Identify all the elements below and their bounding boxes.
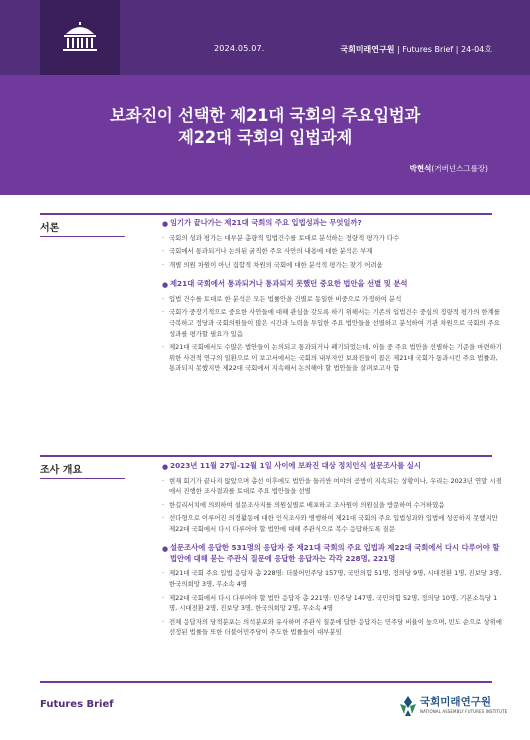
bullet-text: 제21대 국회 주요 입법 응답자 총 228명: 더불어민주당 157명, 국민의힘 51명, 정의당 9명, 시대전환 1명, 진보당 3명, 한국의희망 3명, 무소속 4명 [169, 569, 502, 589]
section-underline [40, 478, 125, 479]
institute-name-en: NATIONAL ASSEMBLY FUTURES INSTITUTE [420, 709, 508, 714]
issue-number: 24-04호 [461, 45, 492, 54]
section-heading-intro: 서론 [40, 223, 60, 234]
bullet-text: 국회의 성과 평가는 대부분 총량적 입법건수를 토대로 분석하는 정량적 평가가 다수 [169, 233, 400, 242]
publisher-name: 국회미래연구원 [340, 45, 395, 54]
bullet-dot-icon: · [162, 500, 165, 509]
bullet-item [162, 568, 502, 589]
bullet-dot-icon: · [162, 247, 165, 256]
subheading [162, 218, 502, 229]
bullet-text: 현재 회기가 끝나지 않았으며 총선 이후에도 법안을 둘러싼 여야의 공방이 지속되는 상황이나, 우리는 2023년 연말 시점에서 진행한 조사결과를 토대로 주요 법안들을 선별 [169, 476, 502, 496]
institute-name: 국회미래연구원 [420, 696, 492, 708]
bullet-text: 제21대 국회에서도 수많은 법안들이 논의되고 통과되거나 폐기되었는데, 이들 중 주요 법안을 선별하는 기준을 마련하기 위한 사전적 연구의 일환으로 이 보고서에서는 국회의 내부자인 보좌진들이 꼽은 제21대 국회가 통과시킨 주요 법률과, 통과되지 못했지만 제22대 국회에서 지속해서 논의해야 할 법안들을 살펴보고자 함 [169, 343, 502, 373]
bullet-text: 입법 건수를 토대로 한 분석은 모든 법률안을 건별로 동일한 비중으로 가정하여 분석 [169, 294, 402, 303]
bullet-item [162, 294, 502, 305]
bullet-item [162, 307, 502, 339]
bullet-item [162, 342, 502, 374]
bullet-dot-icon: · [162, 233, 165, 242]
bullet-item [162, 260, 502, 271]
author [410, 163, 488, 174]
bullet-text: 한길리서치에 의뢰하여 설문조사지를 의원실별로 배포하고 조사원이 의원실을 방문하여 수거하였음 [169, 500, 445, 509]
bullet-circle-icon: ● [162, 545, 169, 554]
bullet-circle-icon: ● [162, 463, 169, 471]
assembly-logo [40, 0, 120, 75]
bullet-item [162, 593, 502, 614]
series-meta [340, 44, 492, 55]
subheading-text: 2023년 11월 27일-12월 1일 사이에 보좌진 대상 정치인식 설문조사를 실시 [170, 461, 421, 470]
series-name: Futures Brief [402, 45, 454, 54]
section-heading-survey: 조사 개요 [40, 465, 83, 476]
bullet-dot-icon: · [162, 514, 165, 523]
meta-sep: | [397, 45, 403, 54]
bullet-dot-icon: · [162, 593, 165, 602]
bullet-dot-icon: · [162, 308, 165, 317]
bullet-dot-icon: · [162, 260, 165, 269]
author-name: 박현석 [409, 164, 432, 173]
bullet-text: 제22대 국회에서 다시 다루어야 할 법안 응답자 총 221명: 민주당 147명, 국민의힘 52명, 정의당 10명, 기본소득당 1명, 시대전환 2명, 진보당 3명, 한국의희망 2명, 무소속 4명 [169, 593, 498, 613]
title-line-2: 제22대 국회의 입법과제 [177, 128, 352, 147]
bullet-item [162, 246, 502, 257]
bullet-dot-icon: · [162, 569, 165, 578]
bullet-item [162, 233, 502, 244]
bullet-item [162, 476, 502, 497]
publication-date: 2024.05.07. [214, 44, 265, 53]
assembly-building-icon [60, 20, 100, 54]
meta-sep: | [455, 45, 462, 54]
section-rule [40, 213, 492, 215]
institute-emblem-icon [398, 694, 418, 718]
bullet-text: 국회가 중장기적으로 중요한 사안들에 대해 관심을 갖도록 하기 위해서는 기존의 입법건수 중심의 정량적 평가의 한계를 극복하고 정당과 국회의원들이 많은 시간과 노력을 투입한 주요 법안들을 선별하고 분석하여 기관 차원으로 국회의 주요 성과를 평가할 필요가 있음 [169, 308, 500, 338]
footer-brief-label: Futures Brief [40, 699, 114, 710]
header-banner [0, 0, 530, 195]
subheading-text: 설문조사에 응답한 531명의 응답자 중 제21대 국회의 주요 입법과 제22대 국회에서 다시 다루어야 할 법안에 대해 묻는 주관식 질문에 응답한 응답자는 각각 228명, 221명 [170, 543, 500, 563]
bullet-circle-icon: ● [162, 220, 169, 228]
author-affiliation: (거버넌스그룹장) [431, 164, 488, 173]
bullet-circle-icon: ● [162, 281, 169, 290]
institute-logo [398, 692, 508, 722]
bullet-dot-icon: · [162, 294, 165, 303]
title-line-1: 보좌진이 선택한 제21대 국회의 주요입법과 [109, 106, 420, 125]
bullet-text: 전체 응답자의 당적분포는 의석분포와 유사하며 주관식 질문에 답한 응답자는 민주당 비율이 높으며, 빈도 순으로 상위에 선정된 법률들 또한 더불어민주당이 주도한 법률들이 대부분임 [169, 617, 502, 637]
bullet-text: 개별 의원 차원이 아닌 집합적 차원의 국회에 대한 분석적 평가는 찾기 어려움 [169, 260, 383, 269]
bullet-item [162, 617, 502, 638]
bullet-item [162, 513, 502, 534]
section-underline [40, 236, 125, 237]
subheading [162, 279, 502, 290]
bullet-dot-icon: · [162, 476, 165, 485]
footer-rule [40, 681, 492, 683]
subheading-text: 임기가 끝나가는 제21대 국회의 주요 입법성과는 무엇일까? [170, 218, 362, 227]
bullet-text: 국회에서 통과되거나 논의된 굵직한 주요 사안의 내용에 대한 분석은 부재 [169, 247, 373, 256]
bullet-item [162, 500, 502, 511]
bullet-dot-icon: · [162, 343, 165, 352]
section-body-intro [162, 218, 502, 377]
subheading-text: 제21대 국회에서 통과되거나 통과되지 못했던 중요한 법안을 선별 및 분석 [170, 279, 408, 289]
section-body-survey [162, 461, 502, 641]
section-rule [40, 455, 492, 457]
subheading [162, 543, 502, 564]
bullet-text: 선다형으로 이루어진 의정활동에 대한 인식조사와 병행하여 제21대 국회의 주요 입법성과와 입법에 성공하지 못했지만 제22대 국회에서 다시 다루어야 할 법안에 대해 주관식으로 복수 응답하도록 질문 [169, 514, 498, 533]
subheading [162, 461, 502, 472]
bullet-dot-icon: · [162, 617, 165, 626]
